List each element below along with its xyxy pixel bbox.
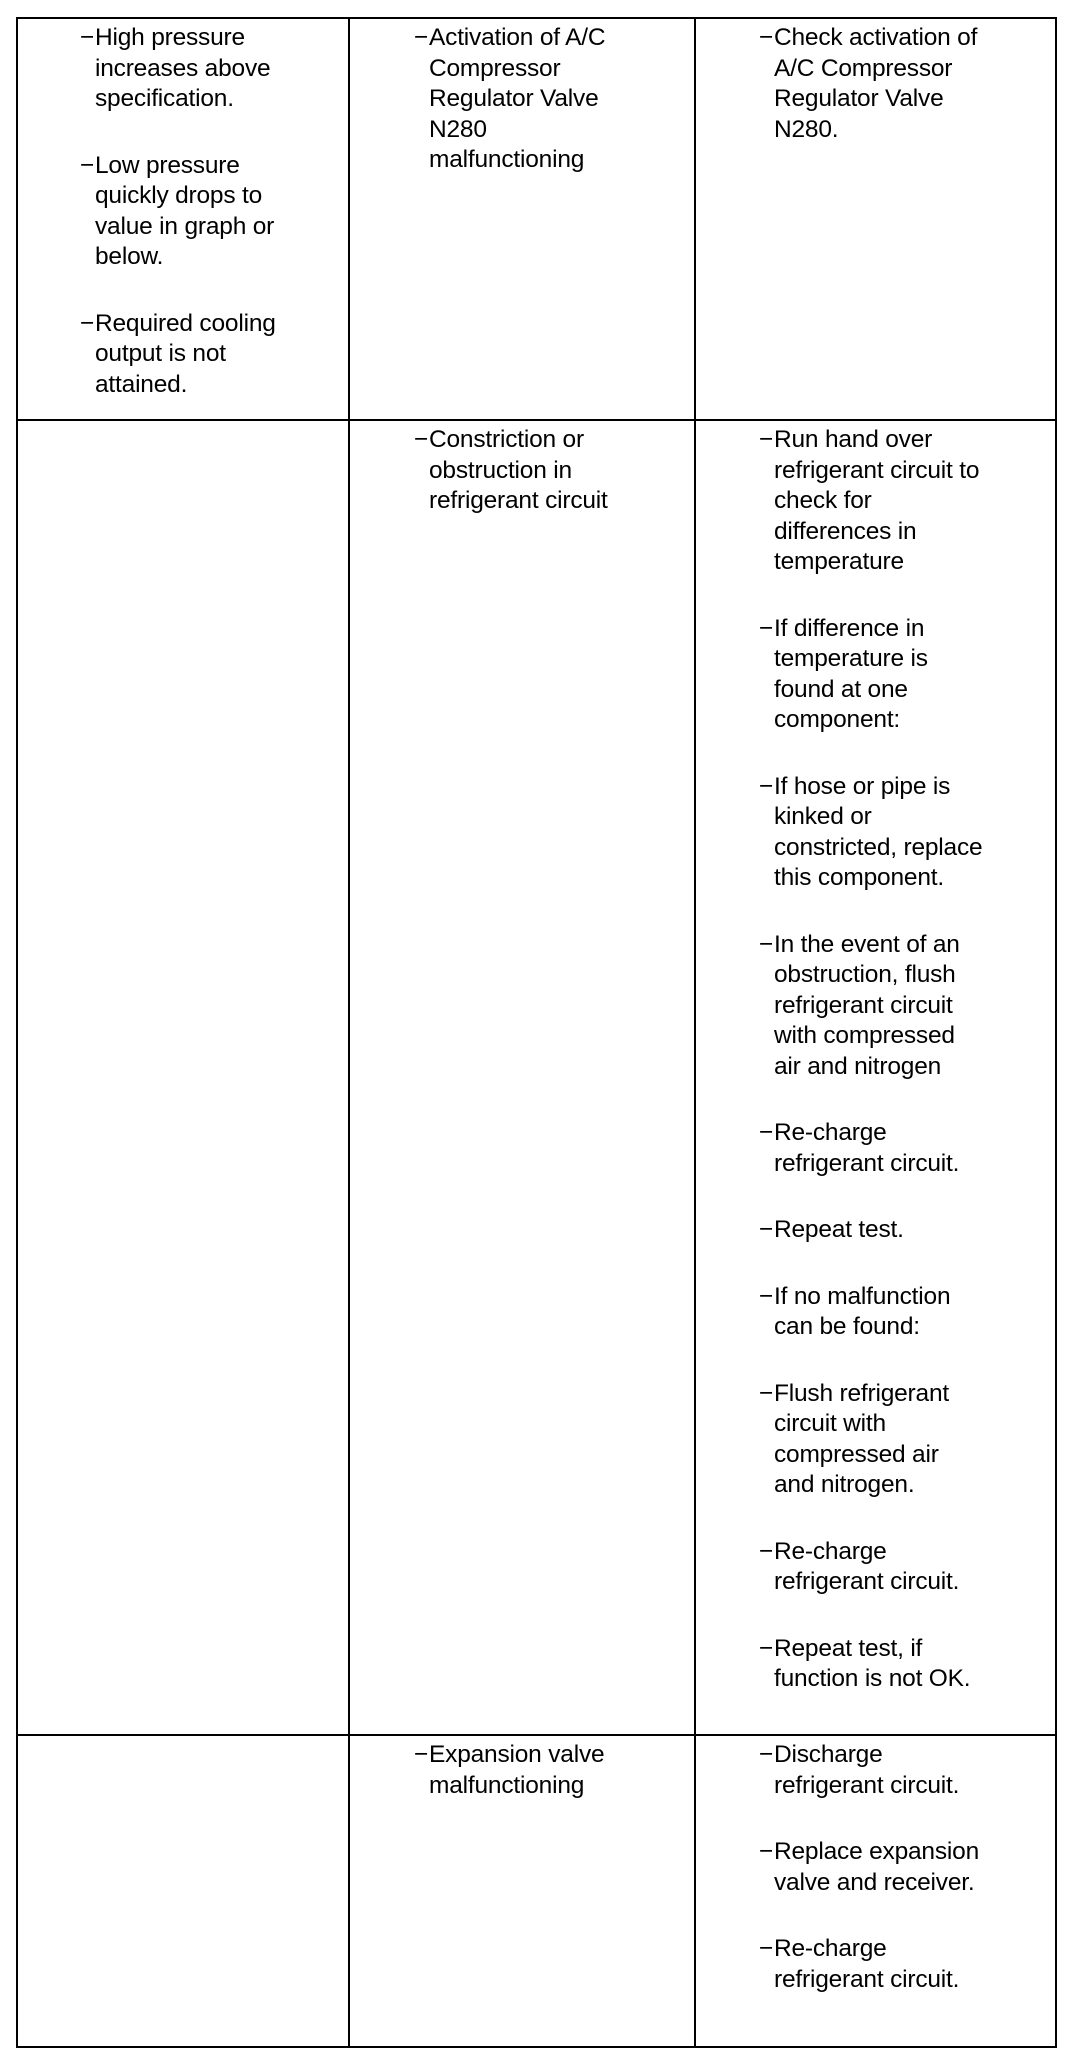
remedy-text: Re-charge refrigerant circuit. bbox=[774, 1537, 960, 1595]
list-item bbox=[414, 425, 688, 517]
list-item bbox=[80, 23, 342, 115]
cause-text: Constriction or obstruction in refrigerant circuit bbox=[429, 426, 608, 514]
list-item bbox=[414, 23, 688, 176]
cause-cell bbox=[350, 421, 696, 1734]
table-row bbox=[18, 19, 1055, 421]
remedy-text: In the event of an obstruction, flush refrigerant circuit with compressed air and nitrogen bbox=[774, 930, 960, 1080]
list-item bbox=[80, 309, 342, 401]
remedy-cell bbox=[696, 19, 1055, 419]
list-item bbox=[759, 1634, 1055, 1695]
remedy-text: If hose or pipe is kinked or constricted, replace this component. bbox=[774, 772, 983, 891]
symptom-text: High pressure increases above specification. bbox=[95, 24, 271, 112]
list-item bbox=[759, 23, 1055, 145]
bullet-dash: − bbox=[759, 930, 774, 958]
remedy-text: Re-charge refrigerant circuit. bbox=[774, 1935, 960, 1993]
symptom-text: Required cooling output is not attained. bbox=[95, 309, 276, 398]
remedy-text: If no malfunction can be found: bbox=[774, 1282, 951, 1340]
cause-text: Expansion valve malfunctioning bbox=[429, 1741, 605, 1799]
remedy-cell bbox=[696, 1736, 1055, 2046]
bullet-dash: − bbox=[414, 426, 429, 453]
remedy-text: Replace expansion valve and receiver. bbox=[774, 1838, 979, 1896]
table-row bbox=[18, 421, 1055, 1736]
bullet-dash: − bbox=[759, 1379, 774, 1407]
list-item bbox=[759, 1379, 1055, 1501]
list-item bbox=[759, 1537, 1055, 1598]
list-item bbox=[759, 1215, 1055, 1246]
cause-cell bbox=[350, 1736, 696, 2046]
table-row bbox=[18, 1736, 1055, 2046]
bullet-dash: − bbox=[759, 426, 774, 453]
remedy-text: Check activation of A/C Compressor Regulator Valve N280. bbox=[774, 24, 978, 143]
bullet-dash: − bbox=[80, 309, 95, 337]
bullet-dash: − bbox=[759, 772, 774, 800]
list-item bbox=[759, 1282, 1055, 1343]
symptom-text: Low pressure quickly drops to value in graph or below. bbox=[95, 151, 275, 270]
list-item bbox=[759, 930, 1055, 1083]
cause-text: Activation of A/C Compressor Regulator Valve N280 malfunctioning bbox=[429, 24, 606, 173]
bullet-dash: − bbox=[759, 1537, 774, 1565]
symptom-cell bbox=[18, 19, 350, 419]
bullet-dash: − bbox=[759, 1741, 774, 1768]
list-item bbox=[759, 1118, 1055, 1179]
cause-cell bbox=[350, 19, 696, 419]
bullet-dash: − bbox=[414, 1741, 429, 1768]
bullet-dash: − bbox=[759, 1282, 774, 1310]
remedy-text: Flush refrigerant circuit with compressed air and nitrogen. bbox=[774, 1379, 949, 1498]
list-item bbox=[414, 1740, 688, 1801]
remedy-text: Discharge refrigerant circuit. bbox=[774, 1741, 960, 1799]
bullet-dash: − bbox=[80, 151, 95, 179]
list-item bbox=[759, 1837, 1055, 1898]
bullet-dash: − bbox=[759, 1935, 774, 1962]
bullet-dash: − bbox=[759, 1634, 774, 1662]
symptom-cell bbox=[18, 1736, 350, 2046]
list-item bbox=[80, 151, 342, 273]
bullet-dash: − bbox=[414, 24, 429, 51]
list-item bbox=[759, 1740, 1055, 1801]
remedy-text: Run hand over refrigerant circuit to check for differences in temperature bbox=[774, 426, 980, 575]
list-item bbox=[759, 614, 1055, 736]
bullet-dash: − bbox=[759, 614, 774, 642]
bullet-dash: − bbox=[759, 1119, 774, 1146]
diagnosis-table bbox=[16, 17, 1057, 2048]
remedy-text: If difference in temperature is found at one component: bbox=[774, 614, 928, 733]
bullet-dash: − bbox=[759, 24, 774, 51]
list-item bbox=[759, 1934, 1055, 1995]
remedy-text: Re-charge refrigerant circuit. bbox=[774, 1119, 960, 1177]
remedy-cell bbox=[696, 421, 1055, 1734]
remedy-text: Repeat test, if function is not OK. bbox=[774, 1634, 971, 1692]
list-item bbox=[759, 425, 1055, 578]
symptom-cell bbox=[18, 421, 350, 1734]
bullet-dash: − bbox=[759, 1216, 774, 1243]
list-item bbox=[759, 772, 1055, 894]
bullet-dash: − bbox=[759, 1838, 774, 1865]
bullet-dash: − bbox=[80, 24, 95, 51]
remedy-text: Repeat test. bbox=[774, 1216, 904, 1243]
